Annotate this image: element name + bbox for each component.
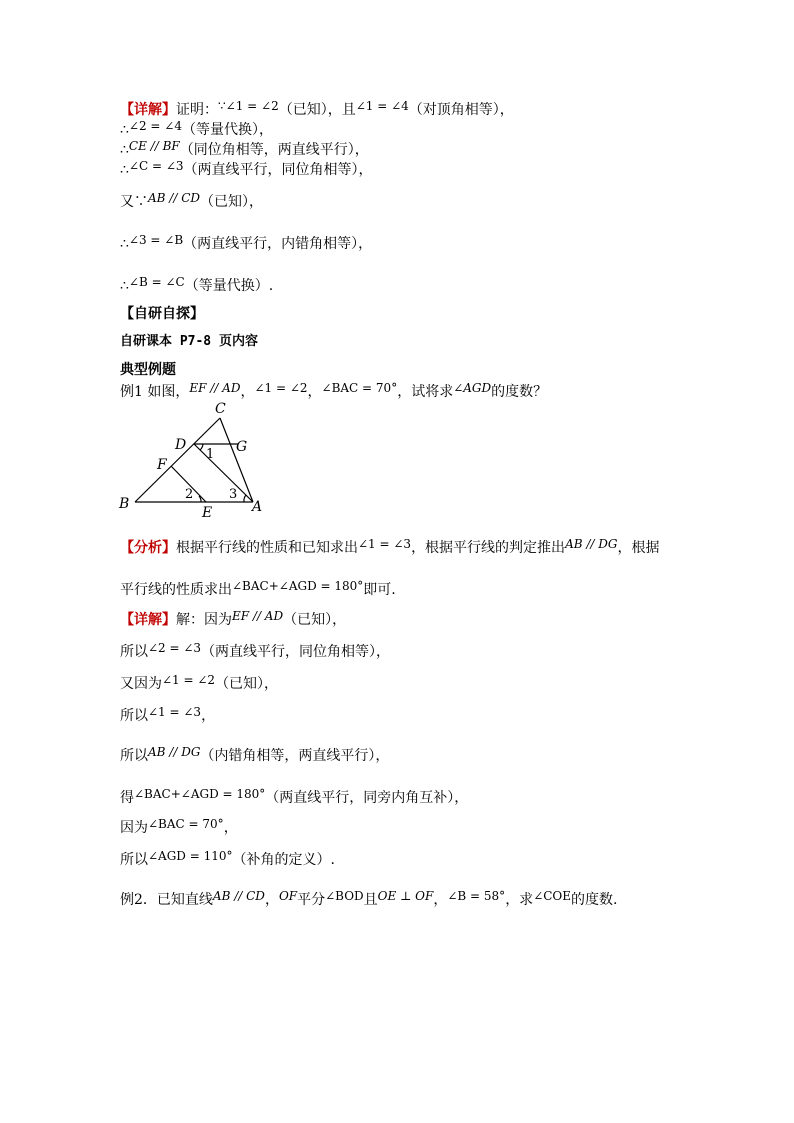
proof1-line7: ∴∠B = ∠C（等量代换）. [120,275,274,294]
math-expr: ∠1 = ∠4 [355,99,409,113]
math-expr: ∠BAC = 70° [148,817,224,831]
analysis-line2: 平行线的性质求出∠BAC+∠AGD = 180°即可. [120,579,396,598]
solution-line2: 所以∠2 = ∠3（两直线平行，同位角相等）， [120,641,391,660]
triangle-figure [115,398,275,523]
math-expr: AB // CD [212,889,265,903]
math-expr: ∠2 = ∠4 [128,119,182,133]
label-e: E [202,505,213,521]
label-c: C [215,401,226,417]
label-angle-2: 2 [185,487,194,502]
solution-line1: 【详解】解：因为EF // AD（已知）， [120,609,347,628]
label-b: B [119,496,130,512]
math-expr: ∠BOD [325,889,364,903]
label-angle-1: 1 [206,447,215,462]
solution-line8: 所以∠AGD = 110°（补角的定义）. [120,849,335,868]
label-a: A [252,499,263,515]
math-expr: ∠C = ∠3 [128,159,184,173]
math-expr: ∠1 = ∠3 [358,537,412,551]
math-expr: EF // AD [232,609,284,623]
math-expr: ∠1 = ∠3 [148,705,202,719]
angle-3-arc [244,495,246,502]
example2-statement: 例2．已知直线AB // CD，OF平分∠BOD且OE ⊥ OF，∠B = 58°，求∠COE的度数. [120,889,618,908]
math-expr: ∠B = ∠C [128,275,185,289]
math-expr: ∠BAC+∠AGD = 180° [232,579,364,593]
section-subheading: 自研课本 P7-8 页内容 [120,334,258,349]
label-d: D [175,437,187,453]
math-expr: ∠1 = ∠2 [162,673,216,687]
angle-1-arc [200,444,203,450]
proof1-line6: ∴∠3 = ∠B（两直线平行，内错角相等）， [120,233,373,252]
math-expr: CE // BF [128,139,180,153]
example1-statement: 例1 如图，EF // AD，∠1 = ∠2，∠BAC = 70°，试将求∠AGD的度数？ [120,381,548,400]
analysis-line1: 【分析】根据平行线的性质和已知求出∠1 = ∠3，根据平行线的判定推出AB // DG，根据 [120,537,660,556]
proof1-line2: ∴∠2 = ∠4（等量代换）， [120,119,273,138]
proof1-line5: 又∵AB // CD（已知）， [120,191,264,210]
solution-line6: 得∠BAC+∠AGD = 180°（两直线平行，同旁内角互补）， [120,787,469,806]
detail-tag: 【详解】 [120,612,176,628]
solution-line7: 因为∠BAC = 70°， [120,817,238,836]
math-expr: ∠2 = ∠3 [148,641,202,655]
math-expr: AB // DG [148,745,201,759]
math-expr: AB // CD [148,191,201,205]
label-angle-3: 3 [229,487,238,502]
math-expr: ∠3 = ∠B [128,233,184,247]
math-expr: ∠BAC = 70° [321,381,398,395]
math-expr: ∠B = 58° [447,889,506,903]
math-expr: AB // DG [565,537,618,551]
analysis-tag: 【分析】 [120,540,176,556]
math-expr: ∠COE [533,889,572,903]
section-heading: 【自研自探】 [120,306,204,322]
math-expr: EF // AD [189,381,241,395]
proof1-line3: ∴CE // BF（同位角相等，两直线平行）， [120,139,369,158]
math-expr: OF [278,889,298,903]
math-expr: ∠1 = ∠2 [254,381,308,395]
math-expr: OE ⊥ OF [377,889,434,903]
label-g: G [236,439,248,455]
solution-line5: 所以AB // DG（内错角相等，两直线平行）， [120,745,390,764]
solution-line4: 所以∠1 = ∠3， [120,705,216,724]
math-expr: ∠AGD = 110° [148,849,233,863]
examples-heading: 典型例题 [120,362,176,378]
proof1-line1: 【详解】证明：∵∠1 = ∠2（已知），且∠1 = ∠4（对顶角相等）， [120,99,514,118]
label-f: F [157,457,167,473]
math-expr: ∠BAC+∠AGD = 180° [134,787,266,801]
solution-line3: 又因为∠1 = ∠2（已知）， [120,673,279,692]
math-expr: ∠AGD [453,381,492,395]
math-expr: ∵∠1 = ∠2 [218,99,279,113]
proof1-line4: ∴∠C = ∠3（两直线平行，同位角相等）， [120,159,373,178]
detail-tag: 【详解】 [120,102,176,118]
